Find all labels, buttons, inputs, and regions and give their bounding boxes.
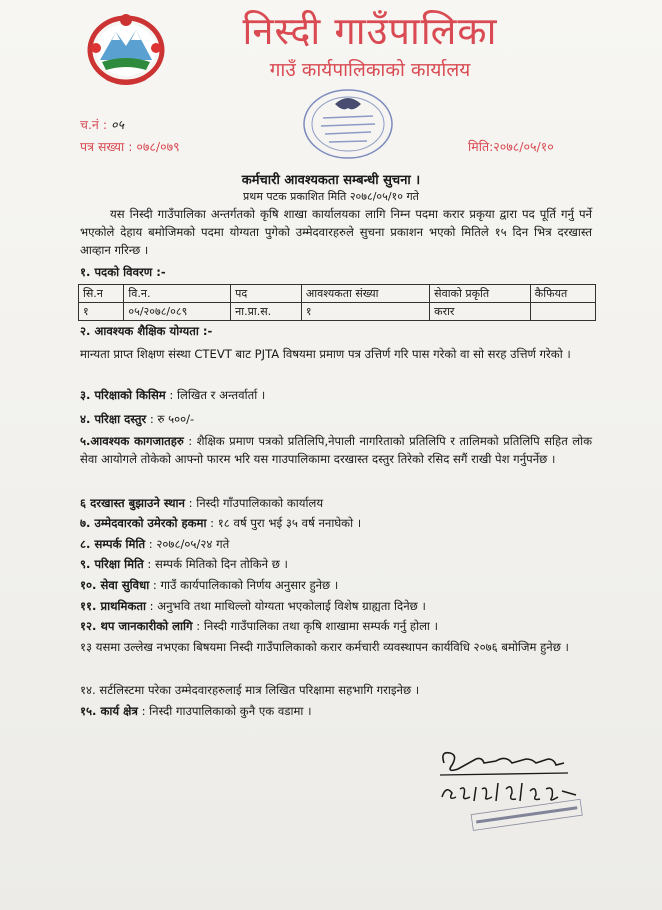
table-cell: ना.प्रा.स. [231,303,302,321]
section-10-label: १०. सेवा सुविधा [80,578,150,592]
chalani-value: ०५ [111,117,125,132]
patra-label: पत्र सख्या : [80,139,137,154]
office-subtitle: गाउँ कार्यपालिकाको कार्यालय [269,59,471,81]
section-8 [80,535,600,553]
section-9 [80,555,600,573]
patra-value: ०७८/०७९ [136,139,180,154]
section-1-label: १. पदको विवरण :- [80,265,166,279]
patra-number [80,138,180,155]
section-10 [80,576,600,594]
section-4-text: : रु ५००/- [146,412,195,426]
section-8-text: : २०७८/०५/२४ गते [145,537,230,551]
section-13: १३ यसमा उल्लेख नभएका बिषयमा निस्दी गाउँपालिकाको करार कर्मचारी व्यवस्थापन कार्यविधि २०७६ बमोजिम हुनेछ । [80,640,569,654]
positions-table [78,284,596,321]
section-1-title [80,263,600,281]
letter-date [468,138,554,155]
section-6-text: : निस्दी गाँउपालिकाको कार्यालय [184,496,324,510]
section-10-text: : गाउँ कार्यपालिकाको निर्णय अनुसार हुनेछ । [149,578,339,592]
table-header: सेवाको प्रकृति [430,285,531,303]
section-11 [80,597,600,615]
section-5-text: : शैक्षिक प्रमाण पत्रको प्रतिलिपि,नेपाली नागरिताको प्रतिलिपि र तालिमको प्रतिलिपि सहित लोक सेवा आयोगले तोकेको आफ्नो फारम भरि यस गाउपालिकामा दरखास्त दस्तुर तिरेको रसिद सगैं राखी पेश गर्नुपर्नेछ । [80,434,593,466]
publication-date-line: प्रथम पटक प्रकाशित मिति २०७८/०५/१० गते [243,190,419,203]
section-7-text: : १८ वर्ष पुरा भई ३५ वर्ष ननाघेको । [206,516,362,530]
section-4 [80,410,600,428]
nepal-emblem-icon [86,10,166,88]
section-3 [80,386,600,404]
table-cell: १ [301,303,429,321]
table-cell [530,303,595,321]
office-name: निस्दी गाउँपालिका [242,9,498,53]
section-7-label: ७. उम्मेदवारको उमेरको हकमा [80,516,207,530]
table-header-row [79,285,596,303]
chalani-number [80,116,124,133]
signature-stamp [436,745,596,835]
section-5 [80,432,592,468]
table-header: वि.न. [124,285,231,303]
section-11-text: : अनुभवि तथा माथिल्लो योग्यता भएकोलाई विशेष ग्राह्यता दिनेछ । [145,599,426,613]
section-12 [80,617,600,635]
table-cell: ०५/२०७८/०८९ [124,303,231,321]
table-cell: १ [79,303,124,321]
section-4-label: ४. परिक्षा दस्तुर [80,412,147,426]
section-11-label: ११. प्राथमिकता [80,599,146,613]
section-9-text: : सम्पर्क मितिको दिन तोकिने छ । [143,557,288,571]
section-6-label: ६ दरखास्त बुझाउने स्थान [80,496,185,510]
section-6 [80,494,600,512]
table-header: सि.न [79,285,124,303]
section-3-label: ३. परिक्षाको किसिम [80,388,166,402]
section-9-label: ९. परिक्षा मिति [80,557,144,571]
table-row [79,303,596,321]
section-12-text: : निस्दी गाउँपालिका तथा कृषि शाखामा सम्पर्क गर्नु होला । [192,619,439,633]
section-8-label: ८. सम्पर्क मिति [80,537,146,551]
section-2-text: मान्यता प्राप्त शिक्षण संस्था CTEVT बाट PJTA विषयमा प्रमाण पत्र उत्तिर्ण गरि पास गरेको वा सो सरह उत्तिर्ण गरेको । [80,347,571,361]
notice-heading: कर्मचारी आवश्यकता सम्बन्धी सुचना । [241,173,421,188]
chalani-label: च.नं : [80,117,112,132]
section-12-label: १२. थप जानकारीको लागि [80,619,193,633]
table-header: कैफियत [530,285,595,303]
table-header: आवश्यकता संख्या [301,285,429,303]
section-15 [80,702,600,720]
table-header: पद [231,285,302,303]
date-value: २०७८/०५/१० [493,139,554,154]
section-5-label: ५.आवश्यक कागजातहरु [80,434,184,448]
table-cell: करार [430,303,531,321]
notice-intro: यस निस्दी गाउँपालिका अन्तर्गतको कृषि शाखा कार्यालयका लागि निम्न पदमा करार प्रकृया द्वारा पद पूर्ति गर्नु पर्ने भएकोले देहाय बमोजिमको पदमा योग्यता पुगेको उम्मेदवारहरुले सुचना प्रकाशन भएको मितिले १५ दिन भित्र दरखास्त आव्हान गरिन्छ । [80,207,592,257]
section-7 [80,514,600,532]
section-2-title [80,322,600,340]
section-2-label: २. आवश्यक शैक्षिक योग्यता :- [80,324,213,338]
section-15-text: : निस्दी गाउपालिकाको कुनै एक वडामा । [137,704,312,718]
date-label: मिति: [468,139,494,154]
office-round-stamp-icon [293,84,403,162]
section-14: १४. सर्टलिस्टमा परेका उम्मेदवारहरुलाई मात्र लिखित परिक्षामा सहभागि गराइनेछ । [80,683,420,697]
section-3-text: : लिखित र अन्तर्वार्ता । [165,388,266,402]
section-15-label: १५. कार्य क्षेत्र [80,704,138,718]
